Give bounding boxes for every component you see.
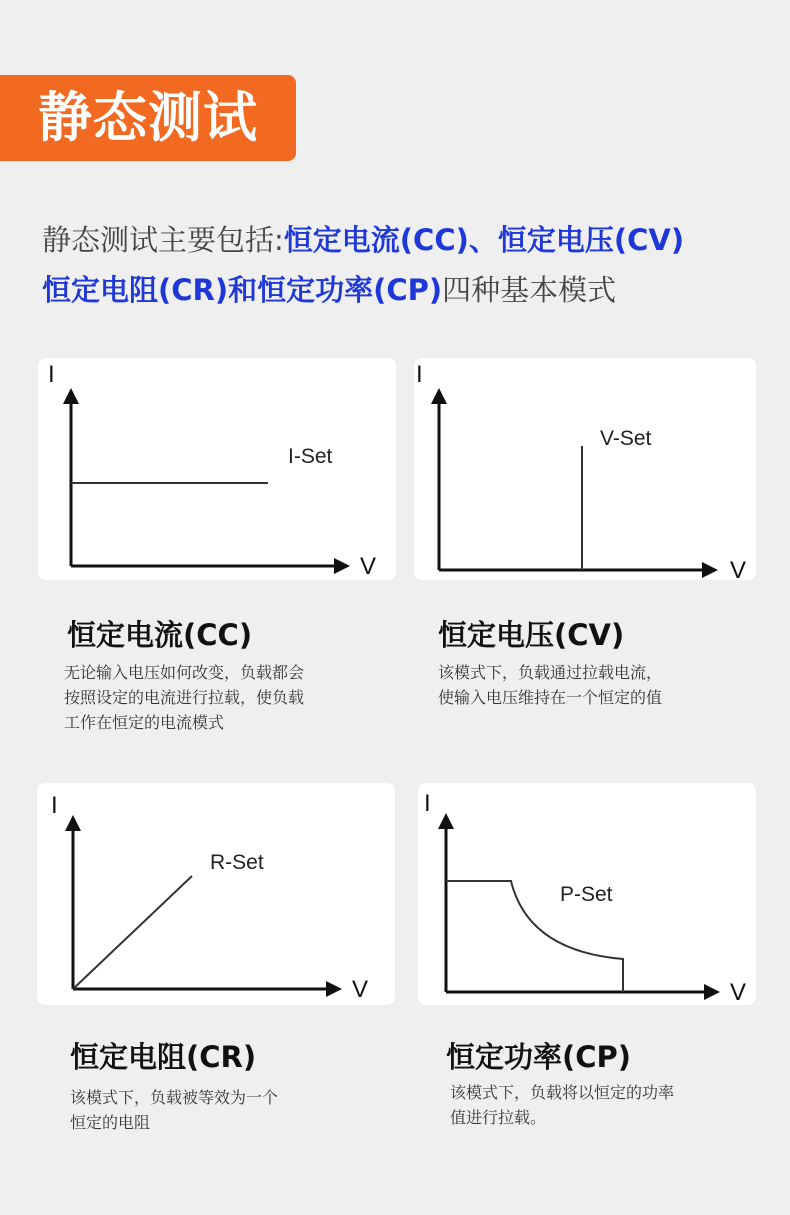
x-axis-arrow [326,981,342,997]
mode-title-cp: 恒定功率(CP) [446,1040,632,1074]
mode-desc-cc [64,660,304,735]
x-axis-arrow [704,984,720,1000]
desc-line: 值进行拉载。 [450,1108,547,1127]
x-axis-label: V [360,553,377,580]
desc-line: 恒定的电阻 [70,1113,151,1132]
intro-paragraph [42,215,762,315]
intro-highlight-1: 恒定电流(CC)、恒定电压(CV) [283,223,685,257]
y-axis-label: I [424,790,431,817]
desc-line: 该模式下，负载被等效为一个 [70,1088,279,1107]
section-header [0,75,296,161]
mode-desc-cp [450,1080,674,1130]
y-axis-arrow [438,813,454,829]
section-title: 静态测试 [38,86,258,149]
y-axis-arrow [65,815,81,831]
set-label: R-Set [210,851,264,874]
intro-prefix: 静态测试主要包括: [42,223,284,257]
set-label: V-Set [600,427,652,450]
cc-graph [38,358,396,580]
x-axis-arrow [702,562,718,578]
cr-graph-panel [37,783,395,1005]
y-axis-label: I [51,792,58,819]
cr-characteristic-line [73,876,192,989]
intro-suffix: 四种基本模式 [442,273,617,307]
cp-graph-panel [418,783,756,1005]
y-axis-arrow [431,388,447,404]
cv-graph-panel [414,358,756,580]
set-label: P-Set [560,883,613,906]
x-axis-label: V [730,557,747,580]
x-axis-label: V [730,979,747,1005]
desc-line: 该模式下，负载将以恒定的功率 [450,1083,675,1102]
desc-line: 工作在恒定的电流模式 [64,713,225,732]
mode-title-cv: 恒定电压(CV) [438,618,625,652]
cv-graph [414,358,756,580]
x-axis-arrow [334,558,350,574]
mode-title-cc: 恒定电流(CC) [67,618,253,652]
y-axis-label: I [416,361,423,388]
set-label: I-Set [288,445,333,468]
cp-graph [418,783,756,1005]
cr-graph [37,783,395,1005]
y-axis-arrow [63,388,79,404]
intro-highlight-2: 恒定电阻(CR)和恒定功率(CP) [42,273,443,307]
desc-line: 该模式下，负载通过拉载电流， [438,663,663,682]
desc-line: 无论输入电压如何改变，负载都会 [64,663,305,682]
mode-desc-cr [70,1085,278,1135]
desc-line: 使输入电压维持在一个恒定的值 [438,688,663,707]
mode-desc-cv [438,660,662,710]
x-axis-label: V [352,976,369,1003]
intro-line-2 [42,265,762,315]
desc-line: 按照设定的电流进行拉载，使负载 [64,688,305,707]
cc-graph-panel [38,358,396,580]
mode-title-cr: 恒定电阻(CR) [70,1040,257,1074]
y-axis-label: I [48,361,55,388]
intro-line-1 [42,215,762,265]
